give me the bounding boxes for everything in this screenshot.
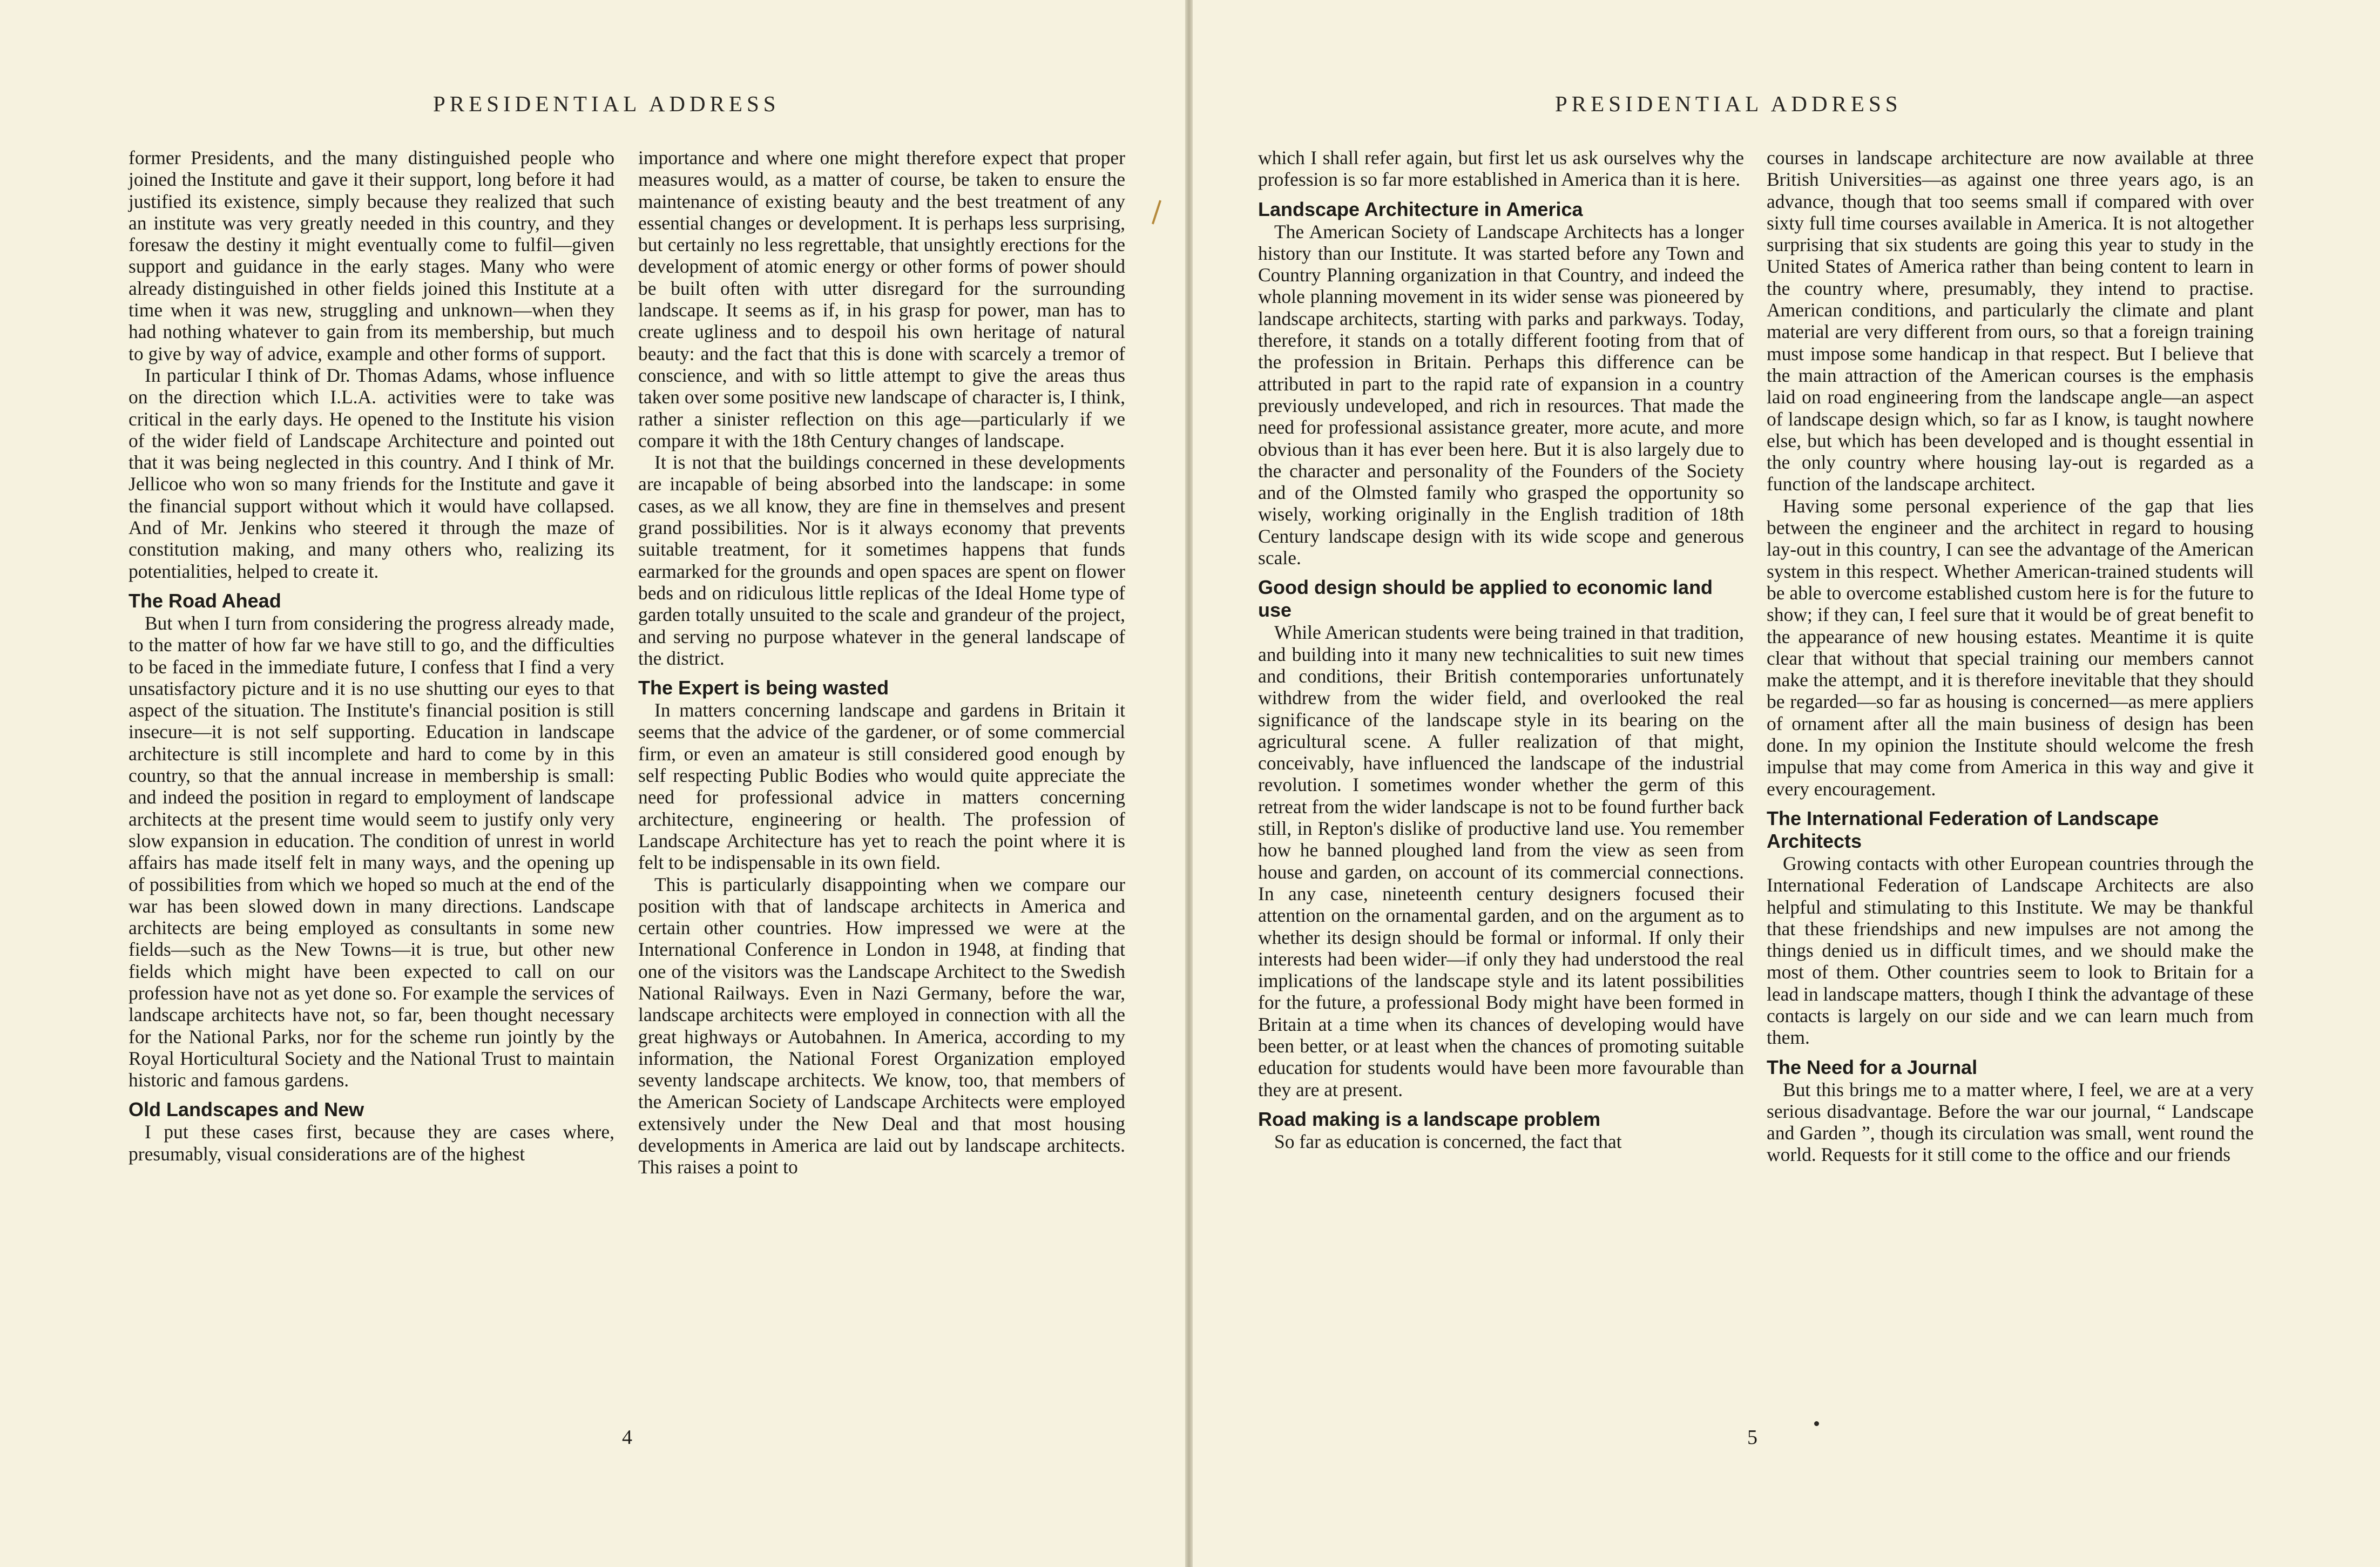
left-page-column-2 (638, 147, 1125, 1178)
left-running-header: PRESIDENTIAL ADDRESS (433, 91, 780, 116)
paragraph: former Presidents, and the many distinguished people who joined the Institute and gave it their support, long before it had justified its existence, simply because they realized that such an institute was very greatly needed in this country, and they foresaw the destiny it might eventually come to fulfil—given support and guidance in the early stages. Many who were already distinguished in other fields joined this Institute at a time when it was new, struggling and unknown—when they had nothing whatever to gain from its membership, but much to give by way of advice, example and other forms of support. (129, 147, 614, 364)
paragraph: Having some personal experience of the gap that lies between the engineer and the architect in regard to housing lay-out in this country, I can see the advantage of the American system in this respect. Whether American-trained students will be able to overcome established custom here is for the future to show; if they can, I feel sure that it would be of great benefit to the appearance of new housing estates. Meantime it is quite clear that without that special training our members cannot make the attempt, and it is therefore inevitable that they should be regarded—so far as housing is concerned—as mere appliers of ornament after all the main business of design has been done. In my opinion the Institute should welcome the fresh impulse that may come from America in this way and give it every encouragement. (1767, 495, 2254, 800)
right-page-column-1 (1258, 147, 1744, 1152)
paragraph: So far as education is concerned, the fact that (1274, 1130, 1622, 1152)
section-heading: Old Landscapes and New (129, 1098, 364, 1121)
paragraph: I put these cases first, because they are cases where, presumably, visual considerations are of the highest (129, 1121, 614, 1165)
paragraph: In particular I think of Dr. Thomas Adams, whose influence on the direction which I.L.A. activities were to take was critical in the early days. He opened to the Institute his vision of the wider field of Landscape Architecture and pointed out that it was being neglected in this country. And I think of Mr. Jellicoe who won so many friends for the Institute and gave it the financial support without which it would have collapsed. And of Mr. Jenkins who steered it through the maze of constitution making, and many others who, realizing its potentialities, helped to create it. (129, 364, 614, 582)
section-heading: The Road Ahead (129, 589, 281, 612)
right-page-column-2 (1767, 147, 2254, 1166)
paragraph: But when I turn from considering the progress already made, to the matter of how far we have still to go, and the difficulties to be faced in the immediate future, I confess that I find a very unsatisfactory picture and it is no use shutting our eyes to that aspect of the situation. The Institute's financial position is still insecure—it is not self supporting. Education in landscape architecture is still incomplete and hard to come by in this country, so that the annual increase in membership is small: and indeed the position in regard to employment of landscape architects at the present time would seem to justify only very slow expansion in education. The condition of unrest in world affairs has made itself felt in many ways, and the opening up of possibilities from which we hoped so much at the end of the war has been slowed down in many directions. Landscape architects are being employed as consultants in some new fields—such as the New Towns—it is true, but other new fields which might have been expected to call on our profession have not as yet done so. For example the services of landscape architects have not, so far, been thought necessary for the National Parks, nor for the scheme run jointly by the Royal Horticultural Society and the National Trust to maintain historic and famous gardens. (129, 612, 614, 1091)
paragraph: which I shall refer again, but first let us ask ourselves why the profession is so far more established in America than it is here. (1258, 147, 1744, 191)
section-heading: The Need for a Journal (1767, 1056, 1978, 1078)
paragraph: Growing contacts with other European countries through the International Federation of Landscape Architects are also helpful and stimulating to this Institute. We may be thankful that these friendships and new impulses are not among the things denied us in difficult times, and we should make the most of them. Other countries seem to look to Britain for a lead in landscape matters, though I think the advantage of these contacts is largely on our side and we can learn much from them. (1767, 852, 2254, 1049)
page-dot-mark (1814, 1421, 1819, 1426)
section-heading: Road making is a landscape problem (1258, 1107, 1601, 1130)
section-heading: Good design should be applied to economic land use (1258, 576, 1713, 622)
paragraph: courses in landscape architecture are now available at three British Universities—as against one three years ago, is an advance, though that too seems small if compared with over sixty full time courses available in America. It is not altogether surprising that six students are going this year to study in the United States of America rather than being content to learn in the country where, presumably, they intend to practise. American conditions, and particularly the climate and plant material are very different from ours, so that a foreign training must impose some handicap in that respect. But I believe that the main attraction of the American courses is the emphasis laid on road engineering from the landscape angle—an aspect of landscape design which, so far as I know, is taught nowhere else, but which has been developed and is thought essential in the only country where housing lay-out is regarded as a function of the landscape architect. (1767, 147, 2254, 495)
paragraph: It is not that the buildings concerned in these developments are incapable of being absorbed into the landscape: in some cases, as we all know, they are fine in themselves and present grand possibilities. Nor is it always economy that prevents suitable treatment, for it sometimes happens that funds earmarked for the grounds and open spaces are spent on flower beds and on ridiculous little replicas of the Ideal Home type of garden totally unsuited to the scale and grandeur of the project, and serving no purpose whatever in the general landscape of the district. (638, 451, 1125, 669)
paragraph: importance and where one might therefore expect that proper measures would, as a matter of course, be taken to ensure the maintenance of existing beauty and the best treatment of any essential changes or development. It is perhaps less surprising, but certainly no less regrettable, that unsightly erections for the development of atomic energy or other forms of power should be built often with utter disregard for the surrounding landscape. It seems as if, in his grasp for power, man has to create ugliness and to despoil his own heritage of natural beauty: and the fact that this is done with scarcely a tremor of conscience, and with so little attempt to give the areas thus taken over some positive new landscape of character is, I think, rather a sinister reflection on this age—particularly if we compare it with the 18th Century changes of landscape. (638, 147, 1125, 451)
paragraph: But this brings me to a matter where, I feel, we are at a very serious disadvantage. Before the war our journal, “ Landscape and Garden ”, though its circulation was small, went round the world. Requests for it still come to the office and our friends (1767, 1078, 2254, 1166)
section-heading: The International Federation of Landscape Architects (1767, 807, 2159, 852)
left-page-column-1 (129, 147, 614, 1165)
right-page-number: 5 (1747, 1426, 1757, 1449)
section-heading: The Expert is being wasted (638, 677, 889, 699)
paragraph: While American students were being trained in that tradition, and building into it many new technicalities to suit new times and conditions, their British contemporaries unfortunately withdrew from the wider field, and overlooked the real significance of the landscape style in its bearing on the agricultural scene. A fuller realization of that might, conceivably, have influenced the landscape of the industrial revolution. I sometimes wonder whether the germ of this retreat from the wider landscape is not to be found further back still, in Repton's dislike of productive land use. You remember how he banned ploughed land from the view as seen from house and garden, on account of its commercial connections. In any case, nineteenth century designers focused their attention on the ornamental garden, and on the argument as to whether its design should be formal or informal. If only their interests had been wider—if only they had understood the real implications of the landscape style and its latent possibilities for the future, a professional Body might have been formed in Britain at a time when its chances of developing would have been better, or at least when the chances of promoting suitable education for students would have been more favourable than they are at present. (1258, 622, 1744, 1100)
section-heading: Landscape Architecture in America (1258, 198, 1583, 220)
book-gutter (1185, 0, 1193, 1567)
left-page-number: 4 (622, 1426, 632, 1449)
paragraph: The American Society of Landscape Architects has a longer history than our Institute. It was started before any Town and Country Planning organization in that Country, and indeed the whole planning movement in its wider sense was pioneered by landscape architects, starting with parks and parkways. Today, therefore, it stands on a totally different footing from that of the profession in Britain. Perhaps this difference can be attributed in part to the rapid rate of expansion in a country previously undeveloped, and rich in resources. That made the need for professional assistance greater, more acute, and more obvious than it has ever been here. But it is also largely due to the character and personality of the Founders of the Society and of the Olmsted family who grasped the opportunity so wisely, working originally in the English tradition of 18th Century landscape design with its wide scope and generous scale. (1258, 220, 1744, 569)
paragraph: In matters concerning landscape and gardens in Britain it seems that the advice of the gardener, or of some commercial firm, or even an amateur is still considered good enough by self respecting Public Bodies who would quite appreciate the need for professional advice in matters concerning architecture, engineering or health. The profession of Landscape Architecture has yet to reach the point where it is felt to be indispensable in its own field. (638, 699, 1125, 874)
paragraph: This is particularly disappointing when we compare our position with that of landscape architects in America and certain other countries. How impressed we were at the International Conference in London in 1948, at finding that one of the visitors was the Landscape Architect to the Swedish National Railways. Even in Nazi Germany, before the war, landscape architects were employed in connection with all the great highways or Autobahnen. In America, according to my information, the National Forest Organization employed seventy landscape architects. We know, too, that members of the American Society of Landscape Architects were employed extensively under the New Deal and that most housing developments in America are laid out by landscape architects. This raises a point to (638, 873, 1125, 1178)
right-running-header: PRESIDENTIAL ADDRESS (1555, 91, 1902, 116)
